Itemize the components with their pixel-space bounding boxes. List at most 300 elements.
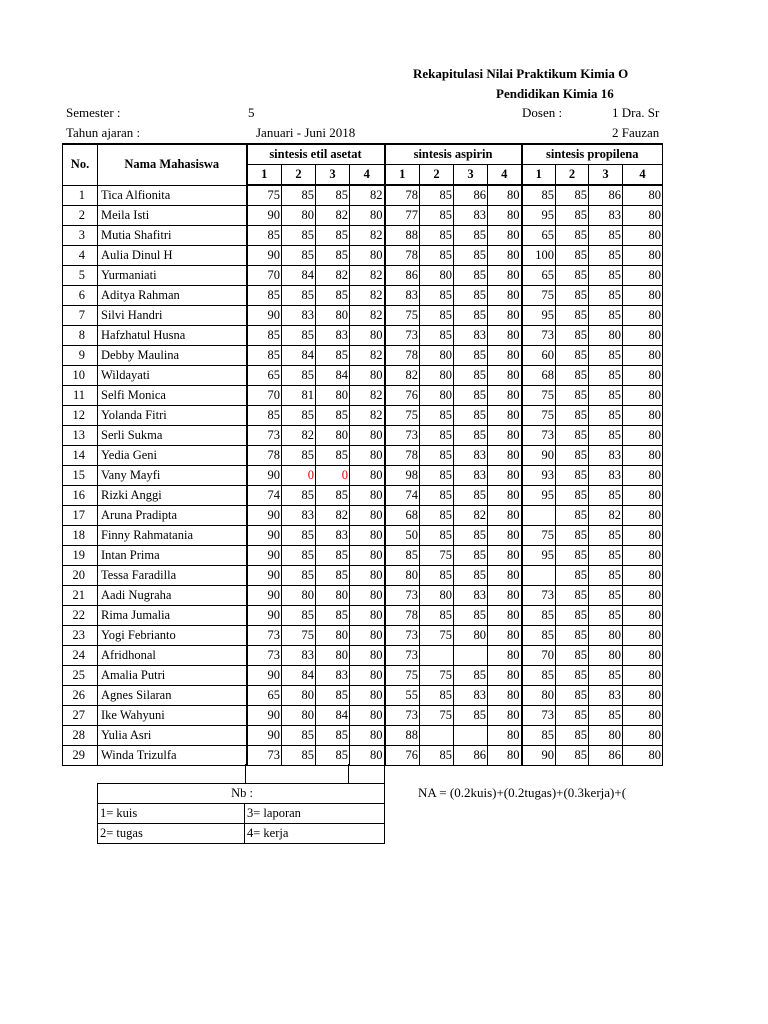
grade-cell: 85 — [282, 185, 316, 206]
grade-cell: 83 — [316, 526, 350, 546]
grade-cell: 85 — [556, 626, 589, 646]
grade-cell: 90 — [247, 306, 282, 326]
subcol-header: 3 — [589, 165, 623, 186]
subcol-header: 4 — [488, 165, 522, 186]
table-row — [63, 606, 663, 626]
table-row — [63, 646, 663, 666]
grade-cell: 85 — [556, 666, 589, 686]
grade-cell: 85 — [556, 446, 589, 466]
grade-cell: 80 — [488, 626, 522, 646]
grade-cell: 80 — [316, 586, 350, 606]
grade-cell: 85 — [522, 726, 556, 746]
grade-cell: 80 — [623, 446, 663, 466]
table-row — [63, 466, 663, 486]
subcol-header: 1 — [522, 165, 556, 186]
grade-cell: 85 — [316, 246, 350, 266]
grade-cell: 85 — [589, 366, 623, 386]
grade-cell: 80 — [623, 746, 663, 766]
row-number: 21 — [63, 586, 98, 606]
grade-cell: 74 — [247, 486, 282, 506]
note-tugas: 2= tugas — [98, 824, 245, 844]
grade-cell: 85 — [556, 646, 589, 666]
grade-cell: 85 — [556, 346, 589, 366]
grade-cell: 85 — [454, 266, 488, 286]
grade-cell: 85 — [420, 526, 454, 546]
grade-cell: 85 — [454, 306, 488, 326]
table-row — [63, 726, 663, 746]
grade-cell: 85 — [316, 446, 350, 466]
grade-cell: 95 — [522, 546, 556, 566]
student-name: Debby Maulina — [98, 346, 247, 366]
table-row — [63, 526, 663, 546]
grade-cell: 80 — [488, 506, 522, 526]
row-number: 2 — [63, 206, 98, 226]
student-name: Winda Trizulfa — [98, 746, 247, 766]
row-number: 24 — [63, 646, 98, 666]
grade-cell: 83 — [454, 686, 488, 706]
grade-cell: 83 — [454, 586, 488, 606]
grade-cell: 85 — [454, 346, 488, 366]
table-row — [63, 686, 663, 706]
grade-cell: 85 — [316, 486, 350, 506]
grade-cell: 85 — [420, 306, 454, 326]
grade-cell: 80 — [350, 606, 385, 626]
grade-cell: 90 — [247, 706, 282, 726]
grade-cell: 80 — [488, 586, 522, 606]
grade-cell: 85 — [420, 686, 454, 706]
grade-cell: 70 — [247, 266, 282, 286]
student-name: Vany Mayfi — [98, 466, 247, 486]
grade-cell: 73 — [385, 426, 420, 446]
grade-cell: 85 — [420, 506, 454, 526]
notes-table — [97, 783, 385, 844]
grade-cell: 75 — [522, 526, 556, 546]
row-number: 28 — [63, 726, 98, 746]
grade-cell: 80 — [623, 346, 663, 366]
grade-cell: 85 — [316, 746, 350, 766]
student-name: Ike Wahyuni — [98, 706, 247, 726]
grade-cell: 80 — [623, 606, 663, 626]
grade-cell: 83 — [589, 206, 623, 226]
grade-cell: 85 — [589, 586, 623, 606]
table-row — [63, 286, 663, 306]
row-number: 29 — [63, 746, 98, 766]
report-subtitle: Pendidikan Kimia 16 — [496, 86, 614, 101]
grade-cell: 80 — [420, 386, 454, 406]
note-laporan: 3= laporan — [245, 804, 385, 824]
grade-cell: 73 — [522, 426, 556, 446]
grade-cell: 83 — [282, 646, 316, 666]
grade-cell: 75 — [420, 706, 454, 726]
student-name: Amalia Putri — [98, 666, 247, 686]
grade-cell: 85 — [556, 486, 589, 506]
grade-cell: 83 — [589, 686, 623, 706]
grade-cell: 85 — [282, 566, 316, 586]
table-row — [63, 626, 663, 646]
grade-cell: 80 — [350, 646, 385, 666]
grade-cell: 85 — [556, 506, 589, 526]
grade-cell: 73 — [385, 586, 420, 606]
grade-cell: 82 — [350, 306, 385, 326]
grade-cell: 85 — [316, 686, 350, 706]
grade-cell: 85 — [556, 306, 589, 326]
notes-title: Nb : — [98, 784, 385, 804]
grade-cell: 85 — [556, 366, 589, 386]
grade-cell: 80 — [623, 466, 663, 486]
grade-cell: 85 — [589, 486, 623, 506]
grade-cell: 85 — [556, 185, 589, 206]
grade-cell: 74 — [385, 486, 420, 506]
grade-cell: 82 — [316, 266, 350, 286]
table-row — [63, 586, 663, 606]
grade-cell: 85 — [282, 366, 316, 386]
grade-cell: 85 — [556, 286, 589, 306]
grade-cell: 80 — [488, 346, 522, 366]
grade-cell: 85 — [316, 726, 350, 746]
grade-cell: 85 — [385, 546, 420, 566]
grade-cell: 83 — [589, 446, 623, 466]
grade-cell: 75 — [282, 626, 316, 646]
grade-cell: 80 — [488, 286, 522, 306]
grade-cell: 85 — [589, 266, 623, 286]
grade-cell: 80 — [623, 506, 663, 526]
student-name: Rima Jumalia — [98, 606, 247, 626]
grade-cell: 65 — [247, 366, 282, 386]
grade-cell: 86 — [589, 185, 623, 206]
subcol-header: 2 — [556, 165, 589, 186]
grade-cell: 78 — [385, 185, 420, 206]
grade-cell: 81 — [282, 386, 316, 406]
row-number: 23 — [63, 626, 98, 646]
grade-cell: 80 — [623, 486, 663, 506]
grade-cell: 85 — [420, 246, 454, 266]
grade-cell: 85 — [454, 706, 488, 726]
grade-cell: 73 — [522, 706, 556, 726]
grade-cell: 83 — [454, 206, 488, 226]
grade-cell: 75 — [385, 306, 420, 326]
grade-cell: 85 — [420, 226, 454, 246]
student-name: Agnes Silaran — [98, 686, 247, 706]
grade-cell: 85 — [556, 606, 589, 626]
grade-cell: 85 — [247, 346, 282, 366]
grade-cell: 73 — [247, 746, 282, 766]
grade-cell: 90 — [247, 466, 282, 486]
grade-cell: 83 — [454, 446, 488, 466]
grade-cell — [522, 506, 556, 526]
grade-cell: 85 — [589, 666, 623, 686]
grade-cell: 85 — [420, 185, 454, 206]
student-name: Rizki Anggi — [98, 486, 247, 506]
row-number: 10 — [63, 366, 98, 386]
grade-cell: 83 — [454, 326, 488, 346]
tahun-value: Januari - Juni 2018 — [256, 125, 356, 140]
grade-cell: 73 — [247, 626, 282, 646]
grade-cell: 80 — [589, 626, 623, 646]
grade-cell: 85 — [420, 466, 454, 486]
grade-cell: 80 — [488, 666, 522, 686]
grade-cell: 85 — [282, 546, 316, 566]
grade-cell: 80 — [488, 466, 522, 486]
table-row — [63, 246, 663, 266]
grade-cell: 65 — [522, 226, 556, 246]
grade-cell: 55 — [385, 686, 420, 706]
grade-cell: 85 — [420, 606, 454, 626]
grade-cell: 80 — [282, 706, 316, 726]
student-name: Aditya Rahman — [98, 286, 247, 306]
row-number: 6 — [63, 286, 98, 306]
grade-cell: 85 — [589, 386, 623, 406]
grade-cell: 80 — [282, 686, 316, 706]
grade-cell: 85 — [316, 566, 350, 586]
col-nama-header: Nama Mahasiswa — [98, 144, 247, 185]
grade-cell: 80 — [623, 266, 663, 286]
row-number: 12 — [63, 406, 98, 426]
table-row — [63, 266, 663, 286]
grade-cell: 73 — [247, 646, 282, 666]
grade-cell: 85 — [454, 606, 488, 626]
grade-cell: 80 — [488, 206, 522, 226]
grade-cell: 85 — [556, 226, 589, 246]
grade-cell: 80 — [623, 686, 663, 706]
student-name: Silvi Handri — [98, 306, 247, 326]
grade-cell: 85 — [522, 626, 556, 646]
grade-cell: 90 — [247, 526, 282, 546]
grade-cell: 85 — [420, 286, 454, 306]
student-name: Yulia Asri — [98, 726, 247, 746]
grade-cell: 85 — [454, 246, 488, 266]
grade-cell: 83 — [282, 306, 316, 326]
blank-cell-strip — [245, 764, 385, 783]
dosen-2: 2 Fauzan — [612, 125, 660, 140]
student-name: Intan Prima — [98, 546, 247, 566]
grade-cell: 90 — [247, 586, 282, 606]
grade-cell: 75 — [420, 546, 454, 566]
grade-cell: 85 — [454, 366, 488, 386]
grade-cell: 85 — [589, 246, 623, 266]
grade-cell: 85 — [556, 746, 589, 766]
subcol-header: 4 — [623, 165, 663, 186]
grade-cell: 73 — [522, 326, 556, 346]
table-row — [63, 206, 663, 226]
grade-cell: 80 — [316, 646, 350, 666]
table-row — [63, 706, 663, 726]
grade-cell: 85 — [589, 566, 623, 586]
grade-cell: 85 — [556, 546, 589, 566]
row-number: 15 — [63, 466, 98, 486]
table-row — [63, 426, 663, 446]
grade-cell: 75 — [522, 386, 556, 406]
grade-cell: 82 — [350, 226, 385, 246]
grade-cell: 85 — [454, 566, 488, 586]
grade-cell: 82 — [350, 266, 385, 286]
row-number: 22 — [63, 606, 98, 626]
grade-cell: 0 — [282, 466, 316, 486]
grade-cell: 80 — [623, 726, 663, 746]
grade-cell: 75 — [247, 185, 282, 206]
grade-cell: 84 — [316, 706, 350, 726]
grade-cell: 80 — [488, 386, 522, 406]
grade-cell: 85 — [454, 426, 488, 446]
table-row — [63, 185, 663, 206]
grade-cell: 83 — [316, 326, 350, 346]
grade-cell: 80 — [350, 586, 385, 606]
grade-cell: 86 — [589, 746, 623, 766]
student-name: Afridhonal — [98, 646, 247, 666]
col-no-header: No. — [63, 144, 98, 185]
grade-cell: 85 — [522, 606, 556, 626]
grade-cell: 85 — [247, 326, 282, 346]
grade-cell: 83 — [589, 466, 623, 486]
grade-cell: 78 — [247, 446, 282, 466]
grade-cell: 80 — [350, 326, 385, 346]
grade-cell: 65 — [247, 686, 282, 706]
grade-cell: 80 — [488, 726, 522, 746]
student-name: Yedia Geni — [98, 446, 247, 466]
grade-cell: 73 — [385, 626, 420, 646]
grade-cell: 85 — [556, 246, 589, 266]
tahun-label: Tahun ajaran : — [66, 125, 141, 140]
student-name: Aulia Dinul H — [98, 246, 247, 266]
grade-cell: 90 — [247, 246, 282, 266]
grade-cell: 80 — [282, 586, 316, 606]
grade-cell: 80 — [522, 686, 556, 706]
grade-cell: 80 — [454, 626, 488, 646]
grade-cell: 85 — [589, 306, 623, 326]
grade-cell: 85 — [282, 606, 316, 626]
grade-cell: 73 — [385, 326, 420, 346]
row-number: 1 — [63, 185, 98, 206]
row-number: 19 — [63, 546, 98, 566]
subcol-header: 1 — [247, 165, 282, 186]
grade-cell: 85 — [420, 486, 454, 506]
grade-cell: 85 — [522, 185, 556, 206]
group-etil-asetat: sintesis etil asetat — [247, 144, 385, 165]
grade-cell: 80 — [350, 706, 385, 726]
grade-cell: 80 — [488, 646, 522, 666]
grade-cell: 90 — [522, 746, 556, 766]
grade-cell: 85 — [589, 706, 623, 726]
grade-cell: 100 — [522, 246, 556, 266]
table-row — [63, 386, 663, 406]
grade-cell: 82 — [385, 366, 420, 386]
row-number: 3 — [63, 226, 98, 246]
grade-cell: 95 — [522, 306, 556, 326]
grade-cell: 80 — [623, 566, 663, 586]
grade-cell: 80 — [385, 566, 420, 586]
grade-cell: 80 — [589, 326, 623, 346]
grade-cell: 80 — [316, 426, 350, 446]
row-number: 11 — [63, 386, 98, 406]
grade-cell: 80 — [350, 686, 385, 706]
subcol-header: 4 — [350, 165, 385, 186]
grade-cell: 80 — [623, 306, 663, 326]
grade-cell: 93 — [522, 466, 556, 486]
grade-cell: 85 — [454, 486, 488, 506]
grade-cell: 75 — [420, 626, 454, 646]
student-name: Finny Rahmatania — [98, 526, 247, 546]
grade-cell: 85 — [556, 206, 589, 226]
grade-cell: 80 — [350, 546, 385, 566]
grade-cell: 80 — [350, 566, 385, 586]
group-aspirin: sintesis aspirin — [385, 144, 522, 165]
table-row — [63, 486, 663, 506]
grade-cell: 80 — [488, 266, 522, 286]
grade-cell: 80 — [488, 246, 522, 266]
grade-cell: 85 — [316, 346, 350, 366]
grade-cell: 85 — [420, 206, 454, 226]
grade-cell — [420, 726, 454, 746]
table-row — [63, 566, 663, 586]
grade-cell: 80 — [350, 466, 385, 486]
grade-cell: 80 — [623, 246, 663, 266]
grade-cell: 78 — [385, 246, 420, 266]
grade-cell: 80 — [623, 286, 663, 306]
grade-cell: 85 — [247, 226, 282, 246]
grade-cell: 85 — [316, 406, 350, 426]
grade-cell: 80 — [420, 346, 454, 366]
grade-cell: 95 — [522, 206, 556, 226]
grade-cell: 83 — [385, 286, 420, 306]
group-propilena: sintesis propilena — [522, 144, 663, 165]
dosen-1: 1 Dra. Sr — [612, 105, 660, 120]
grade-cell: 83 — [454, 466, 488, 486]
grade-cell: 68 — [385, 506, 420, 526]
grade-cell: 85 — [556, 526, 589, 546]
row-number: 8 — [63, 326, 98, 346]
grade-cell: 86 — [385, 266, 420, 286]
grade-cell: 0 — [316, 466, 350, 486]
grade-cell: 90 — [247, 546, 282, 566]
na-formula: NA = (0.2kuis)+(0.2tugas)+(0.3kerja)+( — [418, 785, 627, 800]
grade-cell: 85 — [282, 286, 316, 306]
grade-cell: 75 — [522, 286, 556, 306]
grade-cell: 85 — [420, 326, 454, 346]
grade-cell: 78 — [385, 446, 420, 466]
grade-cell: 85 — [589, 526, 623, 546]
grade-cell: 78 — [385, 346, 420, 366]
student-name: Yurmaniati — [98, 266, 247, 286]
table-row — [63, 366, 663, 386]
grade-cell: 85 — [316, 226, 350, 246]
grade-cell: 80 — [488, 446, 522, 466]
table-row — [63, 506, 663, 526]
grade-cell: 85 — [454, 226, 488, 246]
row-number: 13 — [63, 426, 98, 446]
grade-cell: 80 — [350, 726, 385, 746]
row-number: 16 — [63, 486, 98, 506]
grade-cell: 85 — [589, 606, 623, 626]
student-name: Tessa Faradilla — [98, 566, 247, 586]
grade-cell: 80 — [488, 306, 522, 326]
row-number: 5 — [63, 266, 98, 286]
table-row — [63, 326, 663, 346]
grade-cell: 80 — [350, 666, 385, 686]
grade-cell: 80 — [488, 746, 522, 766]
table-row — [63, 406, 663, 426]
grade-cell: 82 — [282, 426, 316, 446]
grade-cell: 85 — [589, 426, 623, 446]
grade-cell: 76 — [385, 386, 420, 406]
grade-cell: 85 — [556, 266, 589, 286]
row-number: 20 — [63, 566, 98, 586]
student-name: Selfi Monica — [98, 386, 247, 406]
grade-cell: 90 — [247, 566, 282, 586]
grade-cell: 85 — [282, 726, 316, 746]
grade-cell: 84 — [282, 346, 316, 366]
grade-cell: 85 — [247, 286, 282, 306]
grade-cell: 86 — [454, 746, 488, 766]
grade-cell: 85 — [556, 726, 589, 746]
